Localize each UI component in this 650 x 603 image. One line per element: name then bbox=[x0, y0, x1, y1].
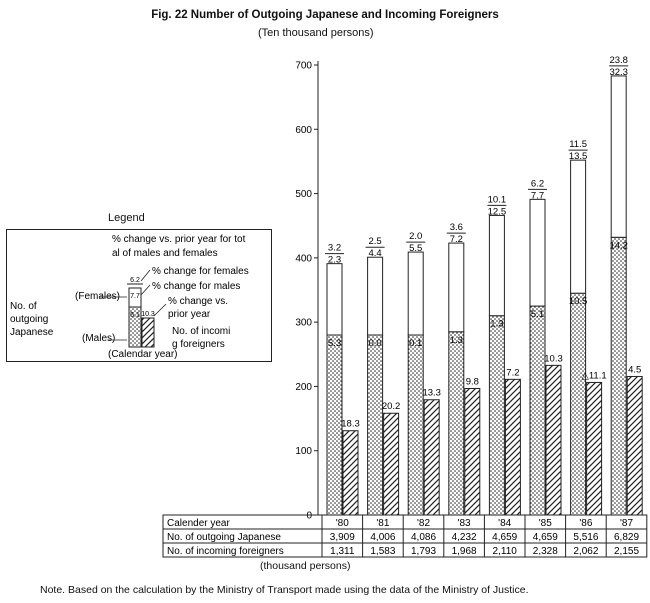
bar-females bbox=[449, 243, 464, 332]
y-tick-label: 600 bbox=[295, 124, 312, 136]
legend-incoming-label-1: No. of incomi bbox=[172, 326, 231, 337]
bar-foreigners bbox=[465, 388, 480, 515]
table-row-label: No. of outgoing Japanese bbox=[167, 532, 281, 543]
y-tick-label: 200 bbox=[295, 381, 312, 393]
female-change-label: 5.5 bbox=[409, 243, 423, 255]
bar-foreigners bbox=[587, 382, 602, 515]
foreigner-change-label: 10.3 bbox=[544, 353, 563, 365]
legend-title: Legend bbox=[108, 212, 145, 224]
female-change-label: 13.5 bbox=[568, 151, 588, 163]
table-cell: '84 bbox=[498, 518, 512, 529]
bar-females bbox=[530, 199, 545, 306]
bar-females bbox=[489, 215, 504, 315]
male-change-label: 0.1 bbox=[409, 338, 423, 349]
table-cell: '85 bbox=[538, 518, 552, 529]
legend-foreigner-change-cont: prior year bbox=[168, 309, 211, 320]
foreigner-change-label: 20.2 bbox=[381, 401, 401, 413]
foreigner-change-label: 13.3 bbox=[422, 387, 441, 399]
table-cell: 2,155 bbox=[613, 546, 640, 557]
bar-foreigners bbox=[627, 376, 642, 515]
legend-sample-female: 7.7 bbox=[130, 293, 140, 300]
total-change-label: 10.1 bbox=[487, 194, 507, 206]
table-cell: 1,583 bbox=[370, 546, 396, 557]
legend-outgoing-label-3: Japanese bbox=[10, 327, 54, 338]
y-tick-label: 500 bbox=[295, 189, 312, 201]
legend-outgoing-label-2: outgoing bbox=[10, 314, 49, 325]
total-change-label: 6.2 bbox=[530, 178, 545, 190]
legend-sample-foreign: 10.3 bbox=[141, 311, 155, 318]
y-tick-label: 100 bbox=[295, 446, 312, 458]
legend-total-change-cont: al of males and females bbox=[112, 248, 218, 259]
female-change-label: 12.5 bbox=[487, 206, 507, 218]
male-change-label: 5.1 bbox=[530, 309, 545, 321]
total-change-label: 2.0 bbox=[409, 231, 423, 243]
bar-females bbox=[327, 264, 342, 335]
legend-foreigner-change: % change vs. bbox=[168, 296, 229, 307]
total-change-label: 11.5 bbox=[569, 139, 587, 151]
table-cell: '86 bbox=[579, 518, 593, 529]
bar-foreigners bbox=[384, 413, 399, 515]
legend-females-label: (Females) bbox=[75, 291, 121, 302]
total-change-label: 2.5 bbox=[368, 236, 382, 248]
table-cell: 4,086 bbox=[410, 532, 437, 543]
table-cell: 5,516 bbox=[573, 532, 599, 543]
male-change-label: 1.3 bbox=[490, 318, 504, 330]
table-row-label: No. of incoming foreigners bbox=[167, 546, 284, 557]
table-cell: 4,232 bbox=[451, 532, 477, 543]
y-tick-label: 300 bbox=[295, 317, 312, 329]
legend-males-label: (Males) bbox=[82, 333, 116, 344]
female-change-label: 7.7 bbox=[530, 190, 545, 202]
legend-bar-foreigners bbox=[142, 318, 154, 347]
bar-males bbox=[449, 332, 464, 515]
foreigner-change-label: 9.8 bbox=[465, 376, 479, 388]
foreigner-change-label: 4.5 bbox=[628, 364, 642, 376]
total-change-label: 3.2 bbox=[327, 242, 342, 254]
bar-males bbox=[568, 293, 588, 515]
table-cell: 1,793 bbox=[410, 546, 437, 557]
foreigner-change-label: △11.1 bbox=[581, 370, 607, 382]
table-cell: 6,829 bbox=[613, 532, 640, 543]
legend-total-change: % change vs. prior year for tot bbox=[112, 234, 246, 245]
y-tick-label: 0 bbox=[306, 510, 312, 522]
table-cell: 4,006 bbox=[370, 532, 396, 543]
total-change-label: 3.6 bbox=[449, 222, 463, 234]
bar-males bbox=[408, 335, 423, 515]
foreigner-change-label: 7.2 bbox=[506, 367, 520, 379]
table-cell: 2,062 bbox=[573, 546, 599, 557]
legend-outgoing-label-1: No. of bbox=[10, 301, 37, 312]
bar-foreigners bbox=[505, 379, 520, 515]
y-tick-label: 400 bbox=[295, 253, 312, 265]
bar-males bbox=[489, 316, 504, 515]
legend-pointer bbox=[141, 285, 150, 295]
legend-male-change: % change for males bbox=[152, 281, 241, 292]
legend-sample-male: 5.1 bbox=[130, 312, 140, 319]
table-units: (thousand persons) bbox=[260, 560, 351, 572]
legend-pointer bbox=[141, 270, 150, 281]
bar-foreigners bbox=[343, 431, 358, 515]
bar-males bbox=[327, 335, 342, 515]
male-change-label: 5.3 bbox=[327, 338, 342, 349]
table-cell: '83 bbox=[457, 518, 471, 529]
foreigner-change-label: 18.3 bbox=[341, 418, 360, 430]
table-cell: 1,311 bbox=[330, 546, 355, 557]
table-cell: 1,968 bbox=[451, 546, 477, 557]
table-cell: '82 bbox=[416, 518, 431, 529]
male-change-label: 0.0 bbox=[368, 338, 382, 349]
female-change-label: 32.3 bbox=[609, 66, 628, 78]
legend-female-change: % change for females bbox=[152, 266, 249, 277]
female-change-label: 4.4 bbox=[368, 248, 382, 260]
female-change-label: 2.3 bbox=[327, 254, 342, 266]
bar-foreigners bbox=[424, 400, 439, 515]
table-row-label: Calender year bbox=[167, 518, 230, 529]
male-change-label: 14.2 bbox=[609, 240, 628, 252]
table-cell: '81 bbox=[376, 518, 390, 529]
bar-males bbox=[530, 306, 545, 515]
footnote: Note. Based on the calculation by the Ministry of Transport made using the data of the Ministry of Justice. bbox=[40, 584, 529, 596]
chart-title: Fig. 22 Number of Outgoing Japanese and Incoming Foreigners bbox=[151, 9, 499, 21]
table-cell: 3,909 bbox=[329, 532, 355, 543]
table-cell: 4,659 bbox=[492, 532, 518, 543]
y-tick-label: 700 bbox=[295, 60, 312, 72]
bar-females bbox=[408, 252, 423, 335]
bar-females bbox=[571, 160, 586, 293]
female-change-label: 7.2 bbox=[449, 234, 463, 246]
bar-foreigners bbox=[546, 365, 561, 515]
legend-pointer bbox=[154, 304, 166, 316]
chart-subtitle: (Ten thousand persons) bbox=[258, 27, 374, 39]
bar-males bbox=[611, 237, 626, 515]
table-cell: '87 bbox=[619, 518, 634, 529]
table-cell: 2,328 bbox=[532, 546, 558, 557]
table-cell: '80 bbox=[335, 518, 349, 529]
male-change-label: 1.3 bbox=[449, 334, 463, 346]
table-cell: 4,659 bbox=[532, 532, 558, 543]
legend-calendar-label: (Calendar year) bbox=[108, 349, 178, 360]
bar-females bbox=[611, 76, 626, 237]
legend-incoming-label-2: g foreigners bbox=[172, 339, 225, 350]
total-change-label: 23.8 bbox=[609, 54, 628, 66]
table-cell: 2,110 bbox=[492, 546, 517, 557]
bar-females bbox=[368, 257, 383, 335]
bar-males bbox=[368, 335, 383, 515]
legend-sample-total: 6.2 bbox=[130, 277, 140, 284]
male-change-label: 10.5 bbox=[568, 296, 588, 308]
